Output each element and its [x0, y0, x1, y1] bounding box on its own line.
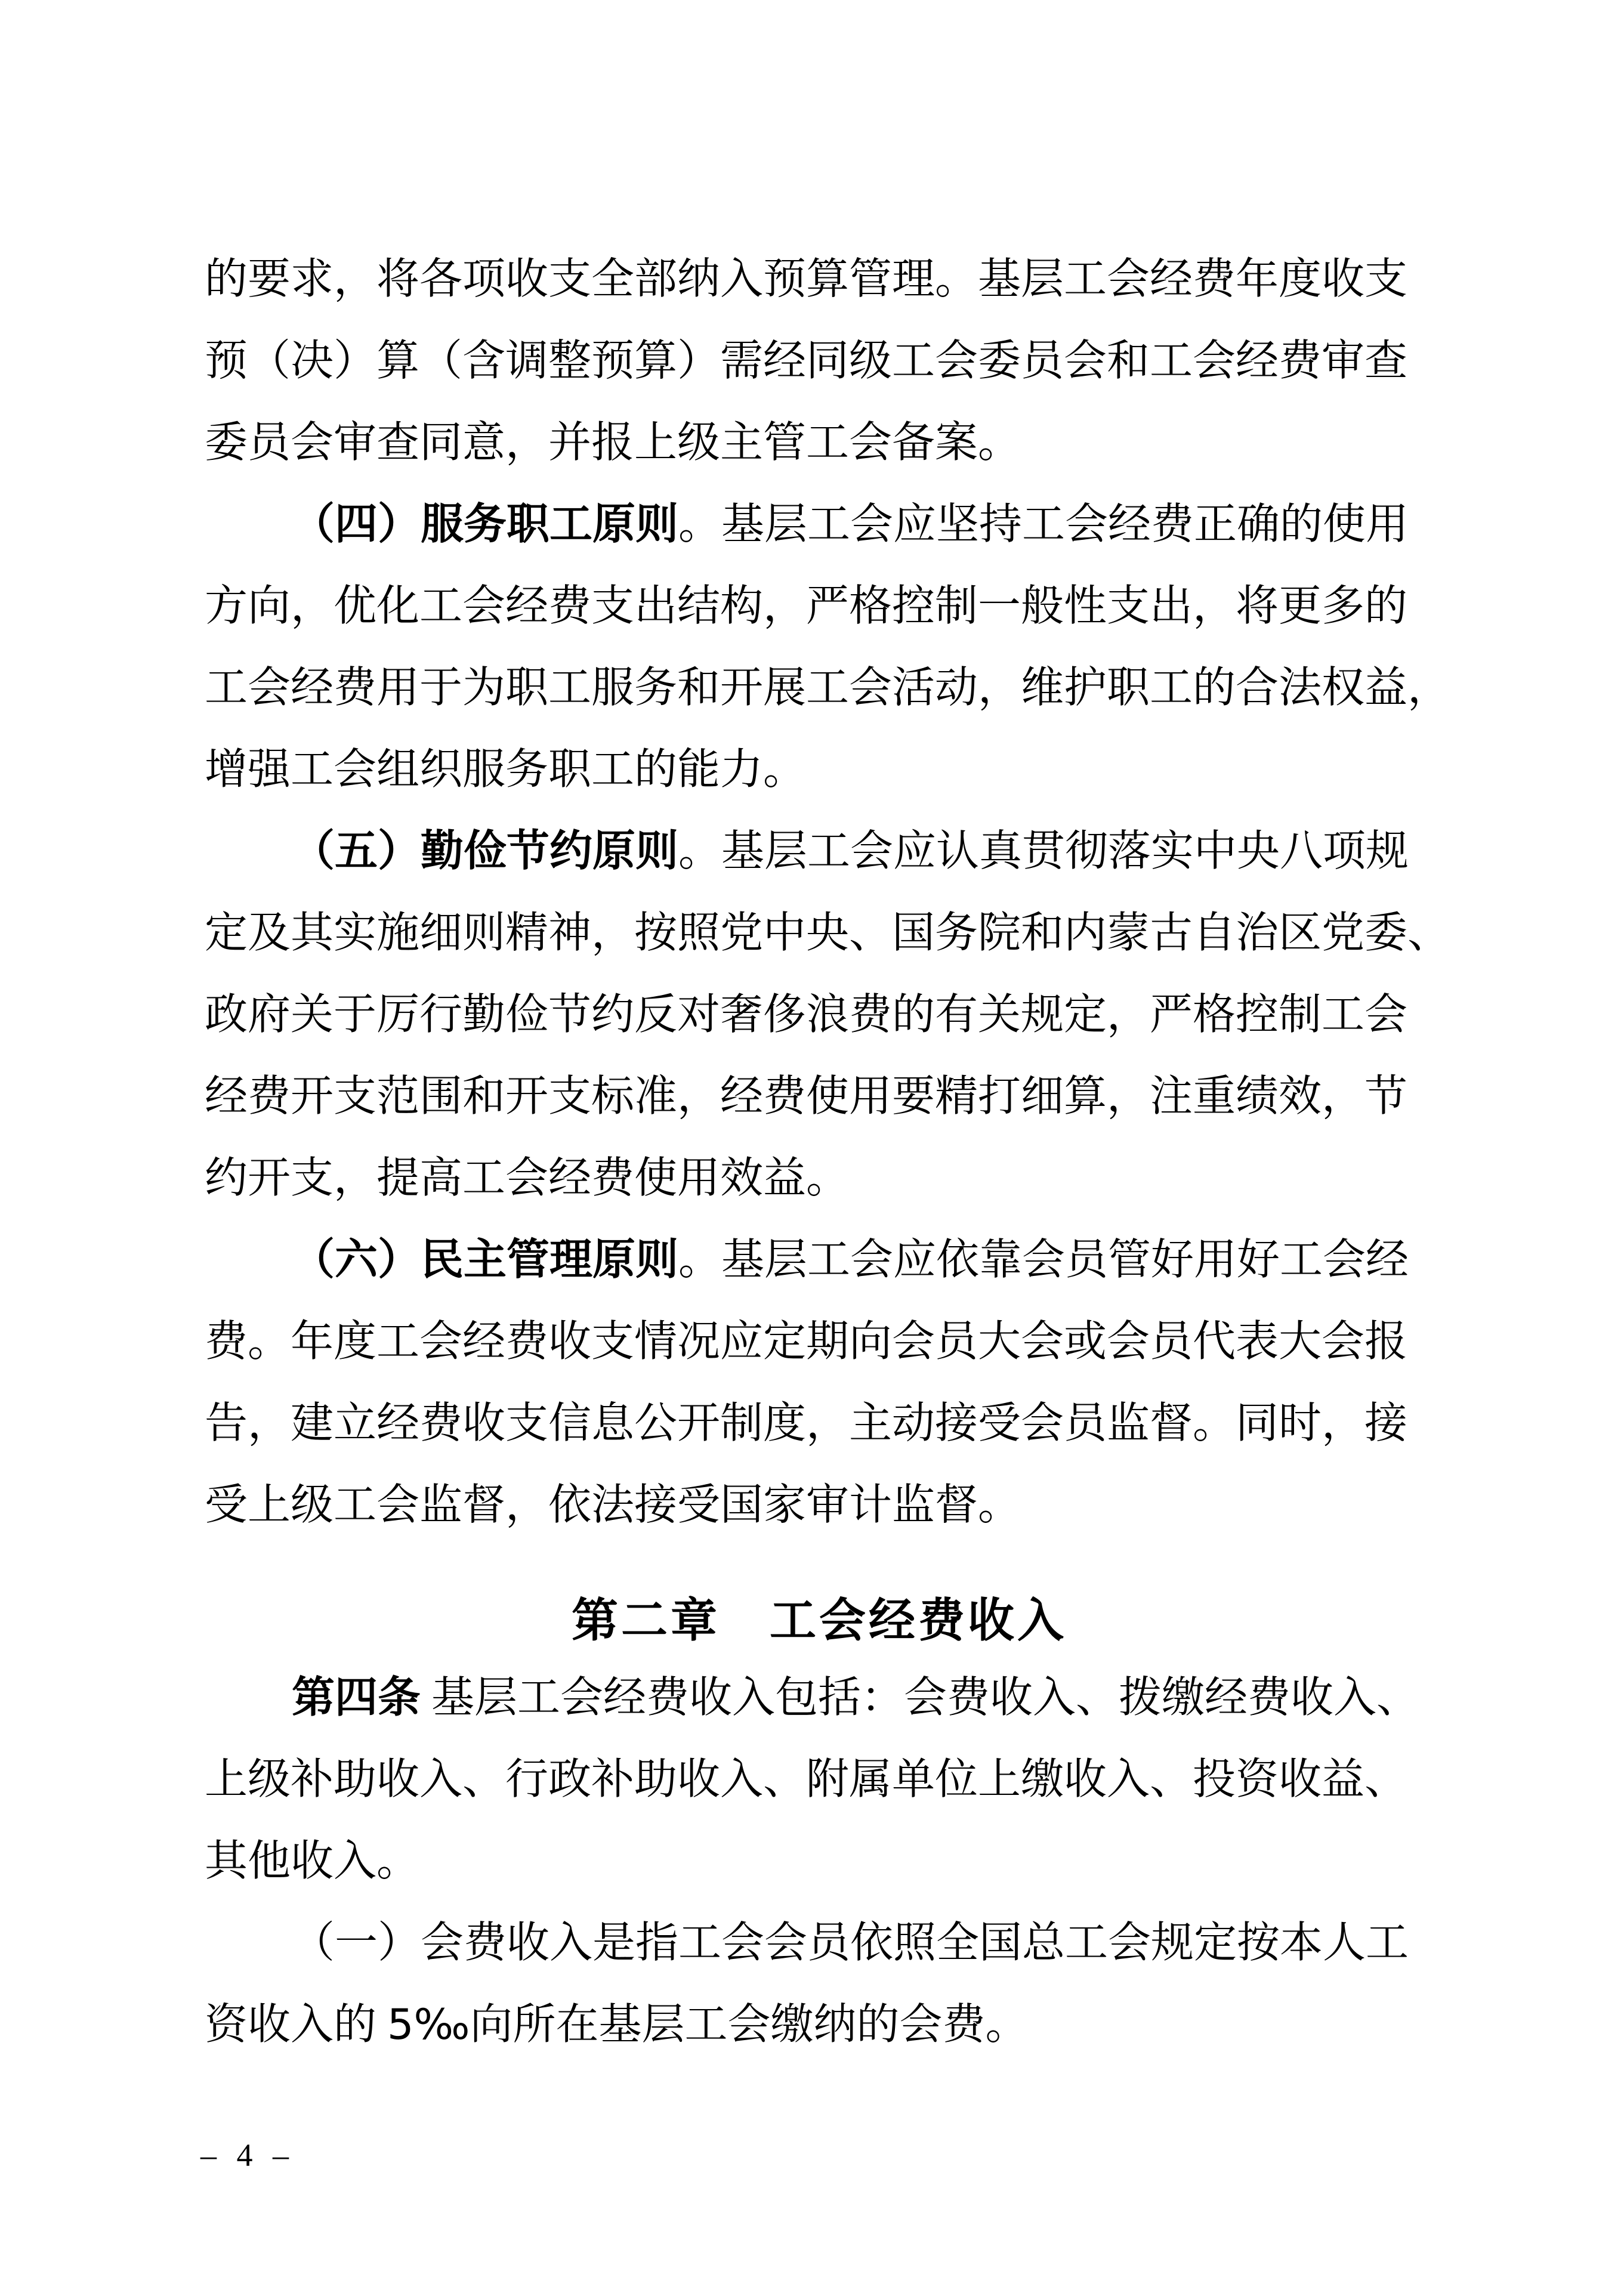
text-segment: 委员会审查同意，并报上级主管工会备案。 [205, 419, 1021, 466]
text-segment: 向所在基层工会缴纳的会费。 [470, 2001, 1029, 2048]
text-line [205, 1056, 1452, 1138]
text-line [205, 1383, 1452, 1464]
text-segment: 基层工会经费收入包括：会费收入、拨缴经费收入、 [421, 1674, 1420, 1722]
text-line [205, 484, 1452, 565]
text-segment: 其他收入。 [205, 1837, 420, 1885]
text-segment: 增强工会组织服务职工的能力。 [205, 746, 807, 793]
emphasized-text: （四）服务职工原则 [292, 500, 679, 548]
text-segment: 方向，优化工会经费支出结构，严格控制一般性支出，将更多的 [205, 582, 1408, 630]
text-line [205, 729, 1452, 811]
text-line [205, 1902, 1452, 1984]
text-line [205, 1301, 1452, 1383]
text-segment: 经费开支范围和开支标准，经费使用要精打细算，注重绩效，节 [205, 1073, 1408, 1120]
text-segment: 告，建立经费收支信息公开制度，主动接受会员监督。同时，接 [205, 1399, 1408, 1447]
text-segment: 5‰ [387, 2000, 470, 2049]
text-line [205, 1219, 1452, 1301]
text-line [205, 647, 1452, 729]
text-line [205, 974, 1452, 1056]
text-segment: 资收入的 [205, 2001, 388, 2048]
text-line [205, 1739, 1452, 1821]
text-segment: 政府关于厉行勤俭节约反对奢侈浪费的有关规定，严格控制工会 [205, 991, 1408, 1039]
text-line [205, 1138, 1452, 1219]
text-line [205, 239, 1452, 320]
text-segment: 。基层工会应坚持工会经费正确的使用 [678, 500, 1409, 548]
text-line [205, 1984, 1452, 2066]
text-segment: 。基层工会应依靠会员管好用好工会经 [678, 1236, 1409, 1284]
emphasized-text: （五）勤俭节约原则 [292, 827, 679, 875]
text-line [205, 892, 1452, 974]
text-segment: 。基层工会应认真贯彻落实中央八项规 [678, 827, 1409, 875]
text-segment: 的要求，将各项收支全部纳入预算管理。基层工会经费年度收支 [205, 255, 1408, 303]
text-line [205, 1464, 1452, 1546]
text-segment: 上级补助收入、行政补助收入、附属单位上缴收入、投资收益、 [205, 1756, 1408, 1803]
text-segment: 工会经费用于为职工服务和开展工会活动，维护职工的合法权益， [205, 664, 1451, 712]
text-line [205, 402, 1452, 484]
text-segment: 受上级工会监督，依法接受国家审计监督。 [205, 1481, 1021, 1529]
text-segment: 定及其实施细则精神，按照党中央、国务院和内蒙古自治区党委、 [205, 909, 1451, 957]
text-line [205, 565, 1452, 647]
text-line [205, 1657, 1452, 1739]
text-segment: 预（决）算（含调整预算）需经同级工会委员会和工会经费审查 [205, 337, 1408, 385]
text-segment: 约开支，提高工会经费使用效益。 [205, 1154, 850, 1202]
chapter-heading: 第二章 工会经费收入 [571, 1594, 1067, 1646]
page-number: – 4 – [200, 2137, 295, 2173]
text-line [205, 811, 1452, 892]
text-line [205, 1821, 1452, 1902]
text-line [205, 320, 1452, 402]
emphasized-text: （六）民主管理原则 [292, 1236, 679, 1284]
text-segment: （一）会费收入是指工会会员依照全国总工会规定按本人工 [292, 1919, 1409, 1967]
text-segment: 费。年度工会经费收支情况应定期向会员大会或会员代表大会报 [205, 1318, 1408, 1365]
body-text-block [205, 239, 1452, 1546]
section-text-block [205, 1657, 1452, 2066]
emphasized-text: 第四条 [292, 1674, 421, 1722]
